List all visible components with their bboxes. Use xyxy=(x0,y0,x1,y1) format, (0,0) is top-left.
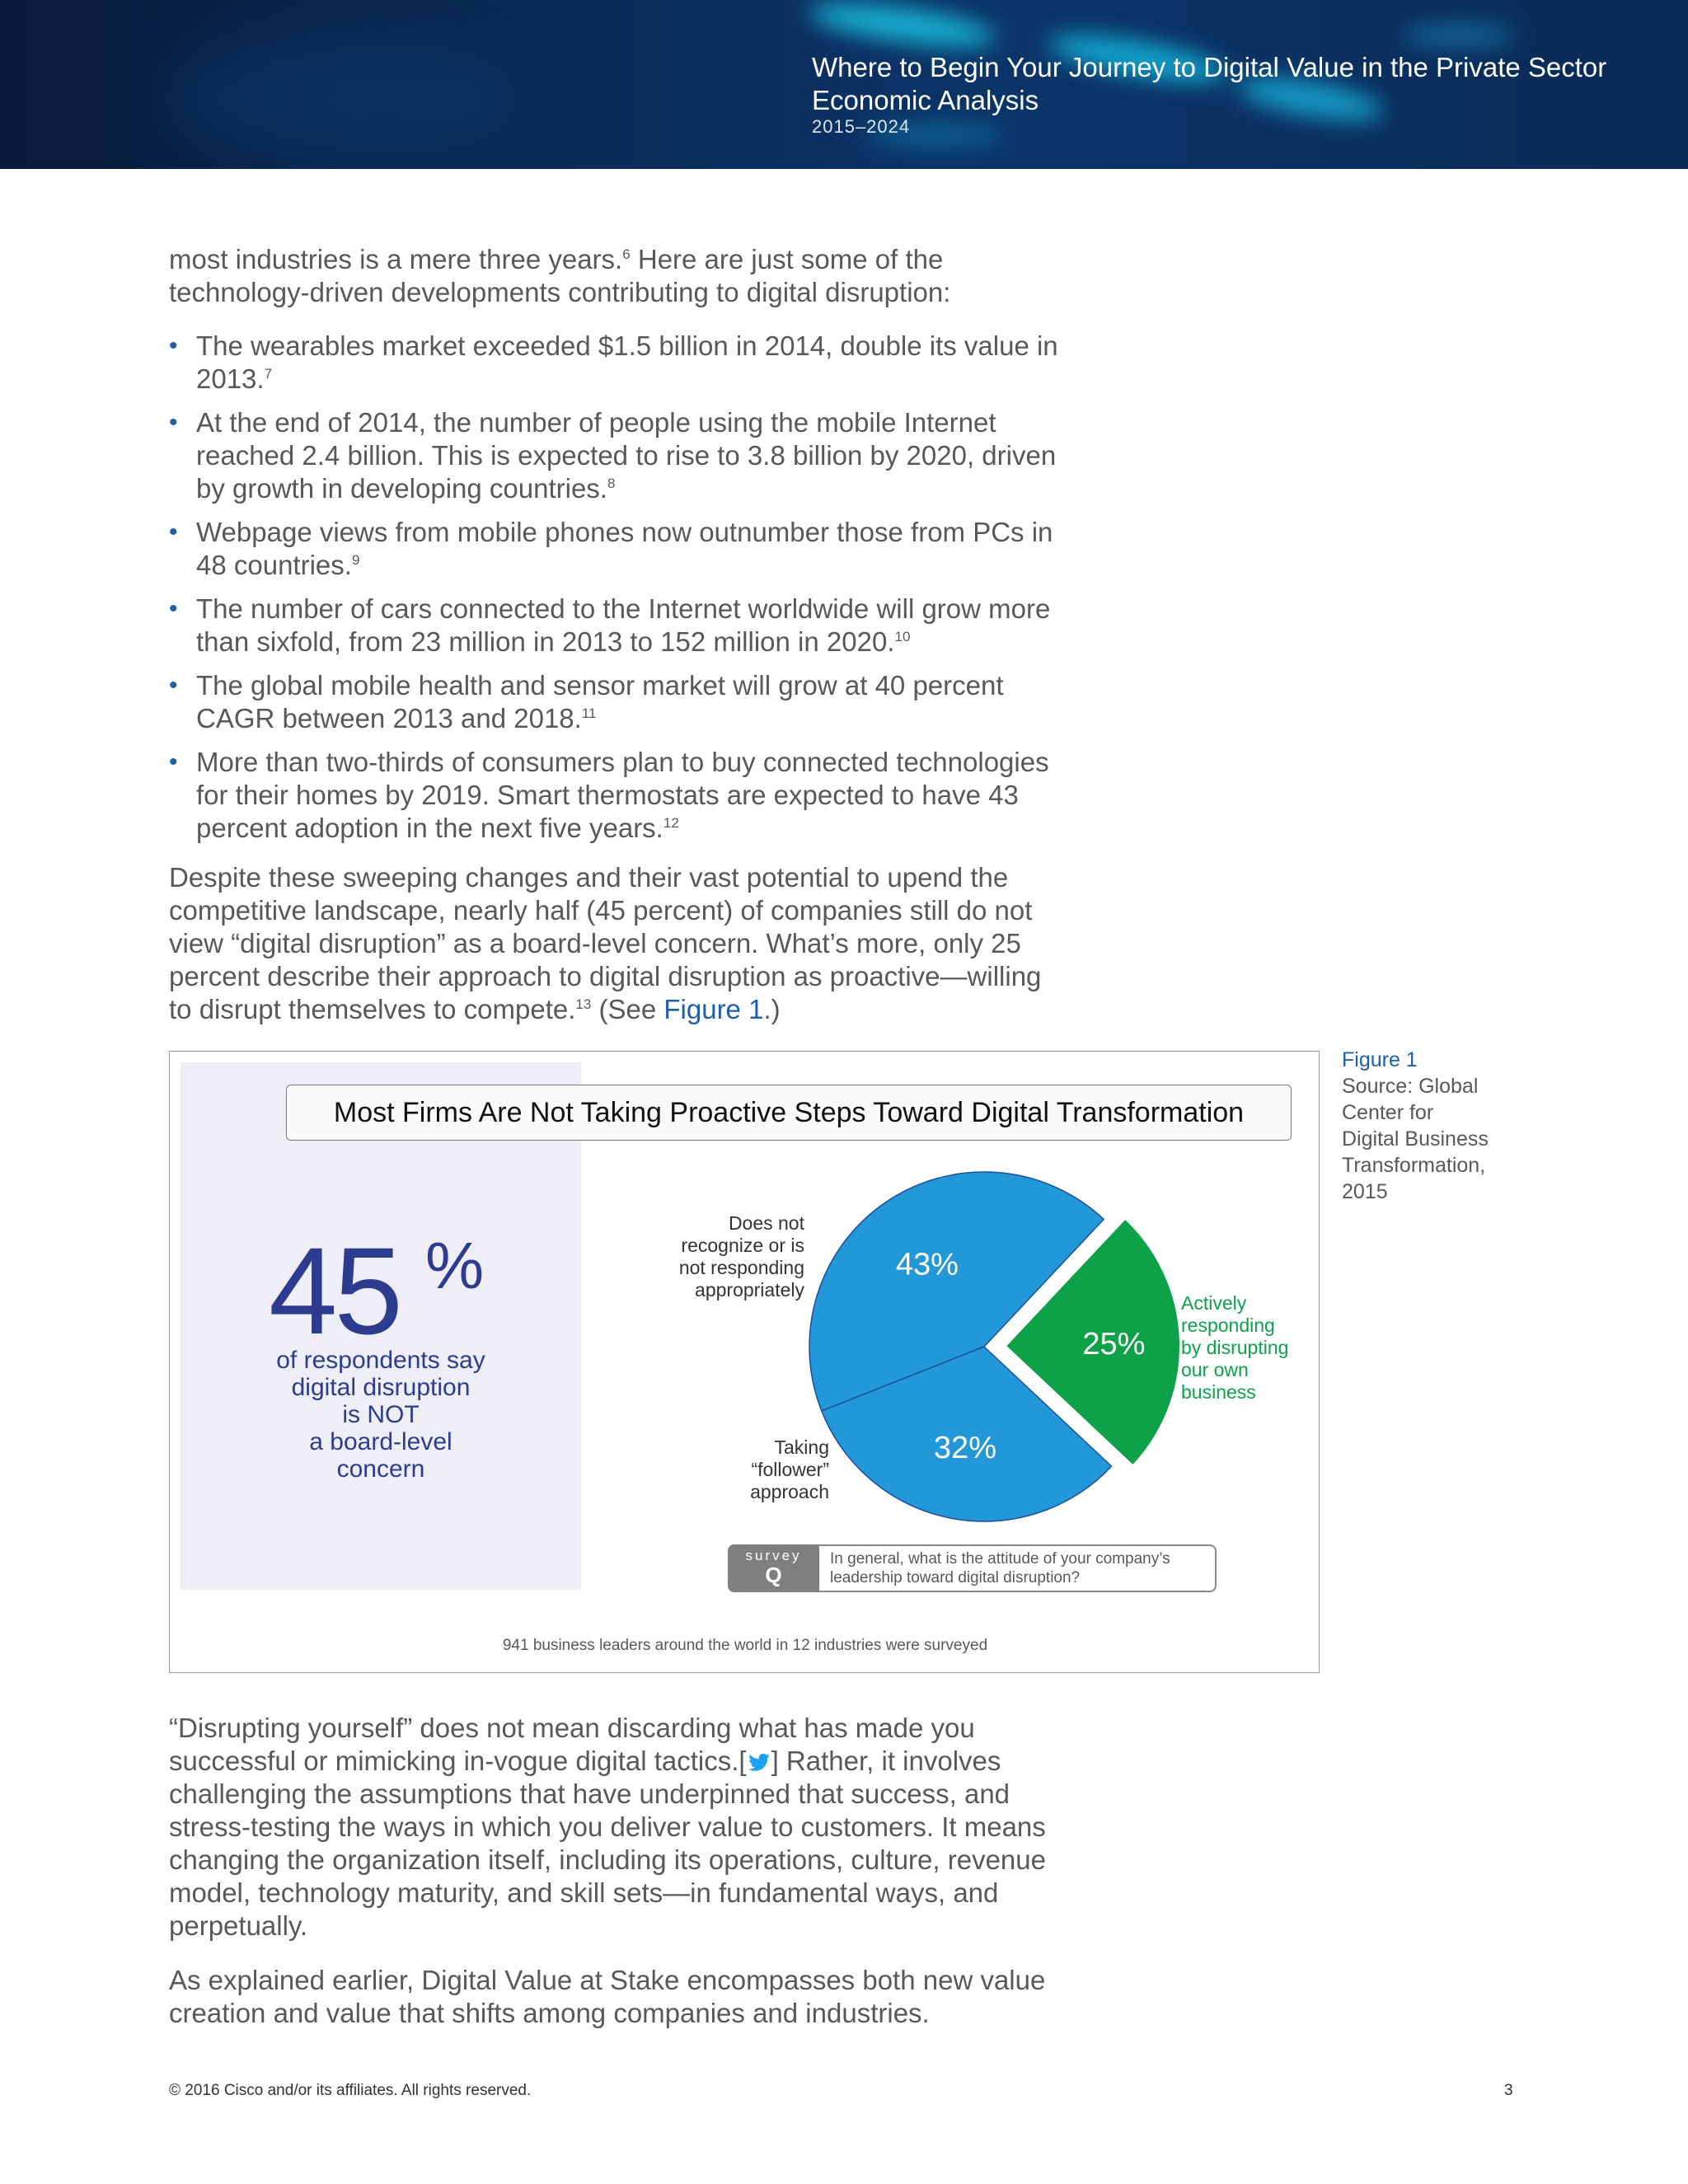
slice-label-line: our own xyxy=(1181,1359,1249,1380)
pie-value-label: 25% xyxy=(1082,1327,1146,1362)
document-title-line2: Economic Analysis xyxy=(812,85,1039,115)
intro-text: most industries is a mere three years. xyxy=(169,244,623,274)
list-item xyxy=(169,330,1059,396)
list-item xyxy=(169,516,1059,582)
slice-label-line: Actively xyxy=(1181,1292,1247,1314)
figure-1 xyxy=(169,1051,1320,1673)
slice-label-line: approach xyxy=(750,1481,829,1502)
caption-line: 2015 xyxy=(1342,1180,1388,1203)
bullet-icon: • xyxy=(169,332,178,359)
survey-question-text: In general, what is the attitude of your company’s leadership toward digital disruption? xyxy=(830,1550,1170,1586)
slice-label-line: Taking xyxy=(774,1436,829,1458)
paragraph-text: (See xyxy=(591,994,664,1024)
bullet-icon: • xyxy=(169,672,178,699)
document-title xyxy=(812,51,1606,117)
bullet-icon: • xyxy=(169,409,178,436)
bullet-text: The global mobile health and sensor market will grow at 40 percent CAGR between 2013 and 2018. xyxy=(196,670,1004,733)
caption-line: Center for xyxy=(1342,1101,1434,1124)
stat-line: digital disruption xyxy=(291,1374,471,1401)
slice-label-line: by disrupting xyxy=(1181,1337,1289,1358)
list-item xyxy=(169,406,1059,505)
despite-paragraph xyxy=(169,861,1059,1026)
stat-percent-sign: % xyxy=(425,1229,485,1302)
list-item xyxy=(169,669,1059,735)
bracket: ] xyxy=(771,1746,779,1776)
banner-glow xyxy=(1401,25,1517,46)
slice-label-line: “follower” xyxy=(751,1459,829,1480)
slice-label-actively-responding xyxy=(1181,1292,1288,1404)
footer-copyright: © 2016 Cisco and/or its affiliates. All rights reserved. xyxy=(169,2082,532,2099)
list-item xyxy=(169,746,1059,845)
caption-line: Source: Global xyxy=(1342,1075,1479,1098)
stat-line: of respondents say xyxy=(276,1347,485,1374)
bullet-icon: • xyxy=(169,748,178,776)
bullet-text: At the end of 2014, the number of people using the mobile Internet reached 2.4 billion. This is expected to rise to 3.8 billion by 2020, driven by growth in developing countries. xyxy=(196,407,1057,504)
bullet-icon: • xyxy=(169,518,178,546)
footnote-ref[interactable]: 12 xyxy=(663,815,679,831)
banner-glow xyxy=(806,0,998,54)
survey-tag-letter: Q xyxy=(765,1563,782,1587)
footnote-ref[interactable]: 9 xyxy=(351,552,360,568)
header-banner xyxy=(0,0,1688,169)
slice-label-line: Does not xyxy=(728,1212,804,1234)
survey-tag-text: survey xyxy=(745,1548,802,1563)
stat-line: a board-level xyxy=(309,1428,452,1455)
bullet-text: The number of cars connected to the Internet worldwide will grow more than sixfold, from 23 million in 2013 to 152 million in 2020. xyxy=(196,593,1051,657)
footnote-ref[interactable]: 6 xyxy=(622,246,631,262)
stat-number: 45 xyxy=(269,1221,400,1360)
bullet-text: The wearables market exceeded $1.5 billion in 2014, double its value in 2013. xyxy=(196,330,1058,394)
bracket: [ xyxy=(738,1746,747,1776)
figure-title: Most Firms Are Not Taking Proactive Steps Toward Digital Transformation xyxy=(286,1085,1292,1141)
paragraph-text: Rather, it involves challenging the assumptions that have underpinned that success, and stress-testing the ways in which you deliver value to customers. It means changing the organization itself, including its operations, culture, revenue model, technology maturity, and skill sets—in fundamental ways, and perpetually. xyxy=(169,1746,1046,1941)
slice-label-line: appropriately xyxy=(695,1279,804,1301)
bullet-text: More than two-thirds of consumers plan to buy connected technologies for their homes by 2019. Smart thermostats are expected to have 43 percent adoption in the next five years. xyxy=(196,747,1049,843)
caption-title: Figure 1 xyxy=(1342,1048,1418,1071)
figure-1-link[interactable]: Figure 1 xyxy=(663,994,764,1024)
figure-caption xyxy=(1342,1047,1507,1205)
banner-glow xyxy=(165,33,511,165)
document-years: 2015–2024 xyxy=(812,116,911,137)
stat-line: is NOT xyxy=(342,1401,420,1428)
document-title-line1: Where to Begin Your Journey to Digital Value in the Private Sector xyxy=(812,52,1607,82)
list-item xyxy=(169,593,1059,658)
slice-label-line: recognize or is xyxy=(681,1235,804,1256)
disrupting-paragraph xyxy=(169,1712,1059,1943)
stat-line: concern xyxy=(336,1455,425,1483)
footnote-ref[interactable]: 13 xyxy=(575,996,592,1012)
paragraph-text: Despite these sweeping changes and their vast potential to upend the competitive landscape, nearly half (45 percent) of companies still do not view “digital disruption” as a board-level concern. What’s more, only 25 percent describe their approach to digital disruption as proactive—willing to disrupt themselves to compete. xyxy=(169,862,1042,1024)
intro-paragraph xyxy=(169,243,1059,309)
footnote-ref[interactable]: 10 xyxy=(894,629,911,644)
pie-value-label: 32% xyxy=(933,1430,996,1465)
bullet-text: Webpage views from mobile phones now outnumber those from PCs in 48 countries. xyxy=(196,517,1053,580)
survey-tag xyxy=(728,1544,819,1592)
bullet-icon: • xyxy=(169,595,178,622)
slice-label-line: responding xyxy=(1181,1315,1275,1336)
caption-line: Digital Business xyxy=(1342,1127,1489,1151)
slice-label-line: business xyxy=(1181,1381,1256,1403)
bullet-list xyxy=(169,330,1059,855)
footnote-ref[interactable]: 11 xyxy=(581,705,597,721)
explained-paragraph: As explained earlier, Digital Value at Stake encompasses both new value creation and value that shifts among companies and industries. xyxy=(169,1965,1046,2028)
pie-value-label: 43% xyxy=(895,1247,959,1282)
slice-label-follower xyxy=(565,1436,829,1503)
footnote-ref[interactable]: 8 xyxy=(607,476,616,491)
footnote-ref[interactable]: 7 xyxy=(264,366,273,382)
slice-label-line: not responding xyxy=(678,1257,804,1278)
twitter-bird-icon[interactable] xyxy=(747,1749,771,1772)
intro-text: Here are just some of the technology-driven developments contributing to digital disruption: xyxy=(169,244,951,307)
figure-footnote: 941 business leaders around the world in 12 industries were surveyed xyxy=(502,1637,988,1654)
paragraph-text: “Disrupting yourself” does not mean discarding what has made you successful or mimicking in-vogue digital tactics. xyxy=(169,1713,975,1776)
page-number: 3 xyxy=(1504,2082,1513,2099)
slice-label-not-recognizing xyxy=(541,1212,804,1301)
paragraph-text: .) xyxy=(763,994,781,1024)
survey-question-box xyxy=(728,1544,1217,1592)
caption-line: Transformation, xyxy=(1342,1154,1486,1177)
